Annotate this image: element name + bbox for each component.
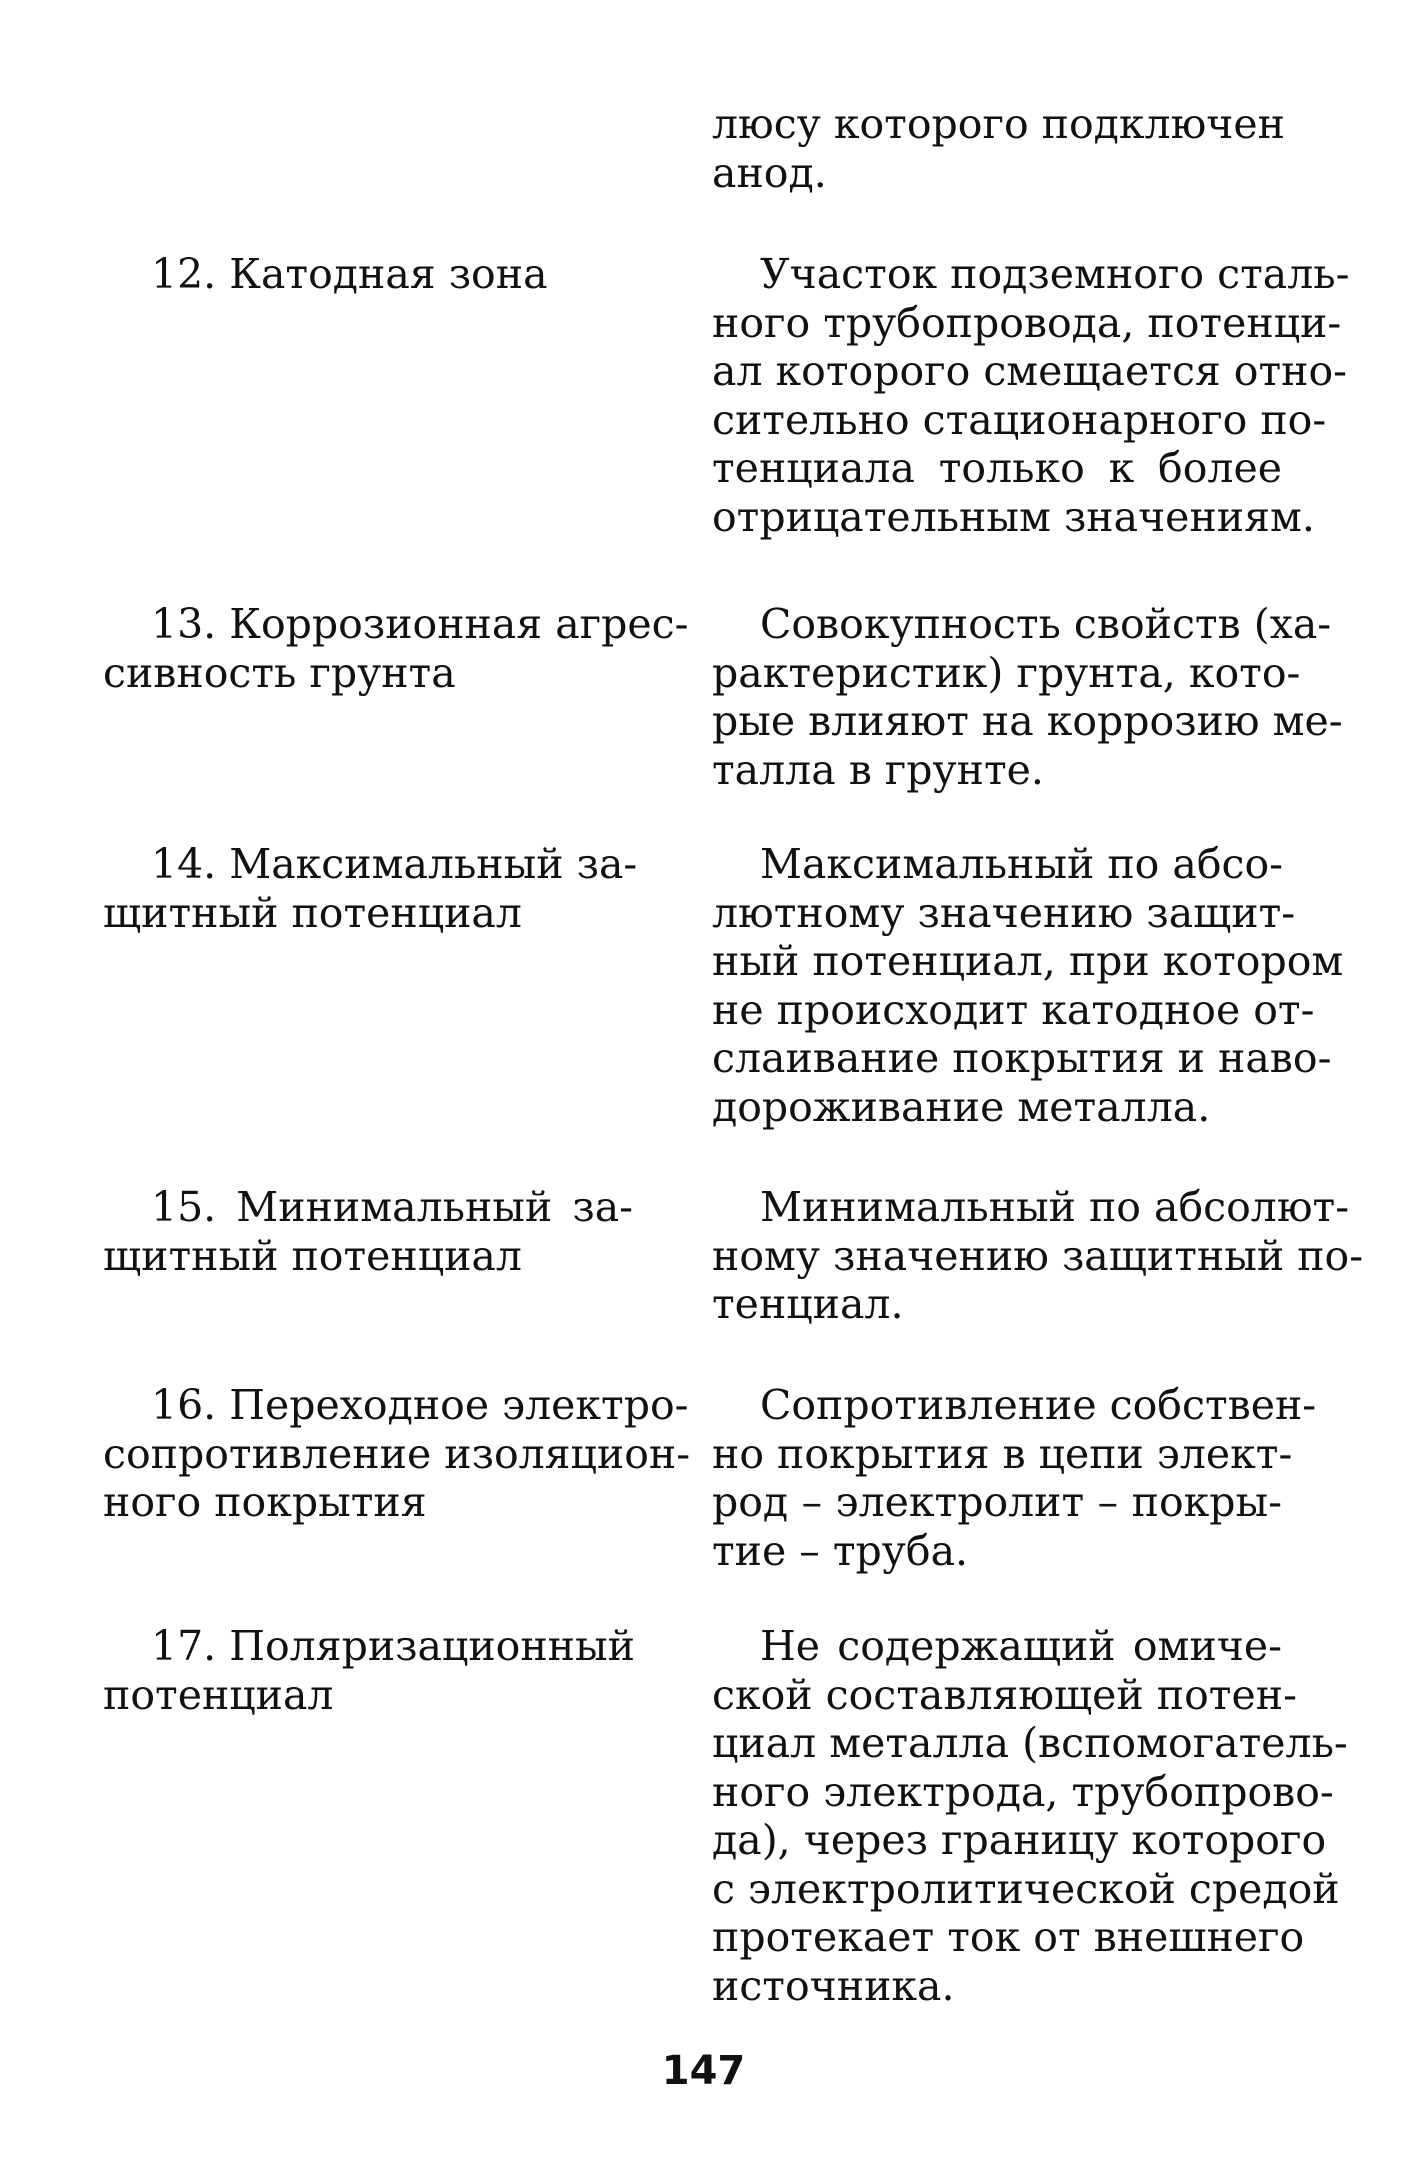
term-17 — [103, 1622, 633, 1719]
term-line: 12. Катодная зона — [151, 250, 548, 298]
definition-17 — [712, 1622, 1348, 2010]
definition-15 — [712, 1183, 1364, 1329]
term-line: ного покрытия — [103, 1478, 427, 1526]
term-13 — [103, 600, 689, 697]
term-line: 17. Поляризационный — [151, 1622, 635, 1670]
definition-line: дороживание металла. — [712, 1082, 1211, 1131]
definition-line: ного электрода, трубопрово- — [712, 1767, 1334, 1816]
definition-line: Совокупность свойств (ха- — [760, 600, 1332, 648]
term-12 — [103, 250, 633, 299]
definition-line: но покрытия в цепи элект- — [712, 1429, 1293, 1478]
definition-line: рактеристик) грунта, кото- — [712, 648, 1301, 697]
definition-line: Участок подземного сталь- — [760, 250, 1350, 298]
term-line: сопротивление изоляцион- — [103, 1429, 691, 1478]
definition-line: род – электролит – покры- — [712, 1478, 1282, 1526]
definition-line: отрицательным значениям. — [712, 492, 1315, 541]
definition-line: талла в грунте. — [712, 745, 1044, 794]
term-line: сивность грунта — [103, 648, 456, 697]
definition-line: с электролитической средой — [712, 1864, 1340, 1913]
definition-line: ской составляющей потен- — [712, 1670, 1297, 1719]
term-line: щитный потенциал — [103, 1231, 522, 1280]
page-number: 147 — [661, 2048, 746, 2094]
term-line: 15. Минимальный за- — [151, 1183, 633, 1231]
definition-line: сительно стационарного по- — [712, 395, 1327, 444]
definition-line: слаивание покрытия и наво- — [712, 1034, 1332, 1082]
definition-line: да), через границу которого — [712, 1816, 1327, 1864]
definition-line: анод. — [712, 148, 827, 197]
term-16 — [103, 1381, 691, 1527]
definition-line: лютному значению защит- — [712, 888, 1296, 937]
definition-line: циал металла (вспомогатель- — [712, 1719, 1348, 1767]
definition-line: Сопротивление собствен- — [760, 1381, 1317, 1429]
term-line: 13. Коррозионная агрес- — [151, 600, 689, 648]
definition-line: Максимальный по абсо- — [760, 840, 1284, 888]
definition-line: тие – труба. — [712, 1526, 969, 1575]
definition-line: люсу которого подключен — [712, 100, 1285, 148]
definition-13 — [712, 600, 1343, 794]
definition-line: ному значению защитный по- — [712, 1231, 1364, 1280]
definition-line: ный потенциал, при котором — [712, 937, 1344, 985]
definition-line: Не содержащий омиче- — [760, 1622, 1282, 1670]
term-line: 16. Переходное электро- — [151, 1381, 689, 1429]
definition-line: ал которого смещается отно- — [712, 347, 1348, 395]
definition-line: рые влияют на коррозию ме- — [712, 697, 1343, 745]
term-line: щитный потенциал — [103, 888, 522, 937]
term-14 — [103, 840, 638, 937]
definition-line: тенциал. — [712, 1280, 904, 1328]
definition-14 — [712, 840, 1344, 1131]
definition-12 — [712, 250, 1350, 541]
definition-line: источника. — [712, 1961, 955, 2010]
term-line: 14. Максимальный за- — [151, 840, 638, 888]
term-15 — [103, 1183, 633, 1280]
definition-line: Минимальный по абсолют- — [760, 1183, 1350, 1231]
definition-16 — [712, 1381, 1317, 1575]
definition-line: ного трубопровода, потенци- — [712, 298, 1342, 347]
definition-line: протекает ток от внешнего — [712, 1913, 1305, 1961]
term-line: потенциал — [103, 1670, 334, 1719]
definition-line: тенциала только к более — [712, 444, 1282, 492]
definition-continued — [712, 100, 1285, 197]
definition-line: не происходит катодное от- — [712, 985, 1315, 1034]
